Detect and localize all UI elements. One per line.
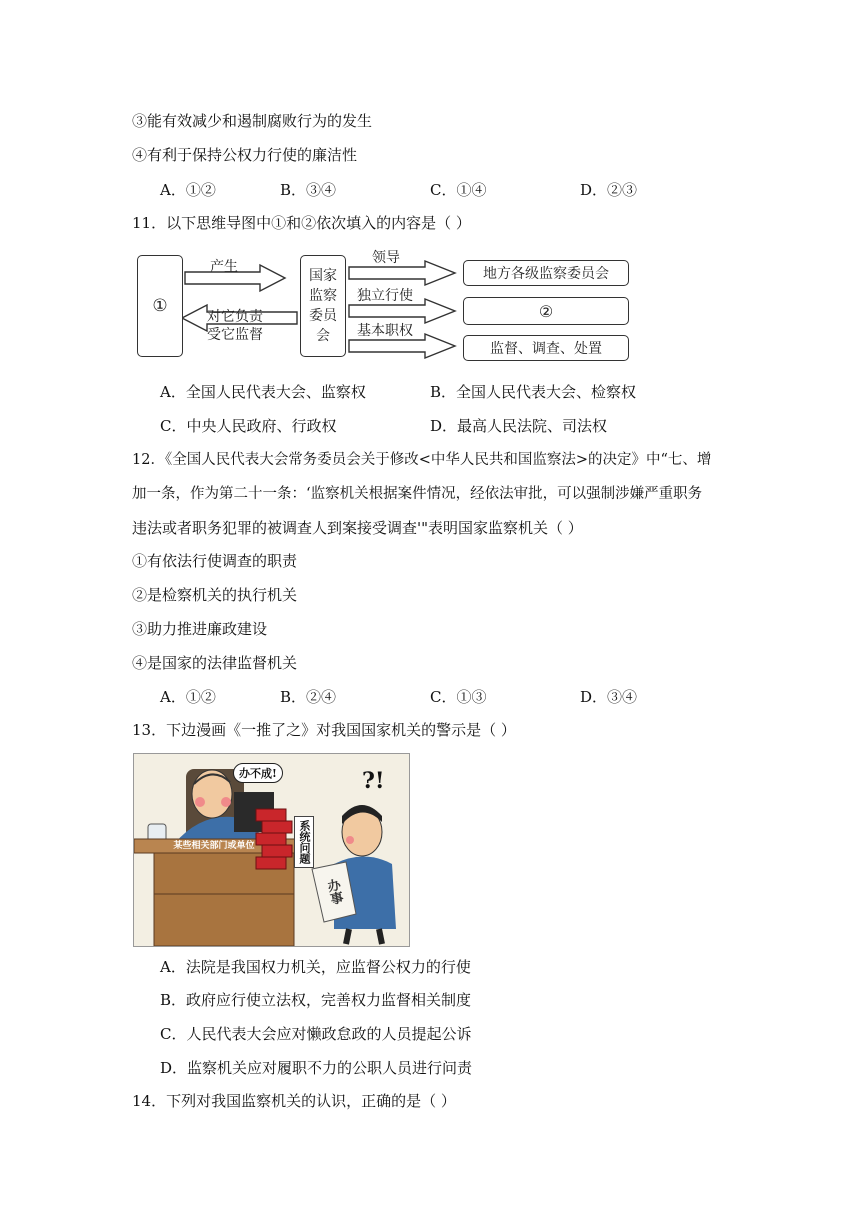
q11-option-a[interactable]: A．全国人民代表大会、监察权 xyxy=(160,383,366,401)
q12-option-d[interactable]: D．③④ xyxy=(580,688,638,706)
box-national-supervisory-commission xyxy=(300,255,346,357)
q13-option-a[interactable]: A．法院是我国权力机关，应监督公权力的行使 xyxy=(160,958,471,976)
wall-sign: 系统问题 xyxy=(294,816,314,868)
q12-item-3: ③助力推进廉政建设 xyxy=(132,620,268,638)
box-basic-powers: 监督、调查、处置 xyxy=(463,335,629,361)
center-line4: 会 xyxy=(316,328,330,344)
q13-stem: 13．下边漫画《一推了之》对我国国家机关的警示是（ ） xyxy=(132,721,516,739)
q10-option-d[interactable]: D．②③ xyxy=(580,181,638,199)
cartoon-image xyxy=(133,753,410,947)
q12-option-c[interactable]: C．①③ xyxy=(430,688,487,706)
q11-option-c[interactable]: C．中央人民政府、行政权 xyxy=(160,417,337,435)
label-independent: 独立行使 xyxy=(357,288,413,304)
q10-option-b[interactable]: B．③④ xyxy=(280,181,337,199)
q12-item-2: ②是检察机关的执行机关 xyxy=(132,586,298,604)
box-2-blank: ② xyxy=(463,297,629,325)
document-label: 办事 xyxy=(323,877,344,907)
statement-3: ③能有效减少和遏制腐败行为的发生 xyxy=(132,112,373,130)
center-line3: 委员 xyxy=(309,308,337,324)
q12-stem-line2: 加一条，作为第二十一条：‘监察机关根据案件情况，经依法审批，可以强制涉嫌严重职务 xyxy=(132,486,703,502)
q13-option-d[interactable]: D．监察机关应对履职不力的公职人员进行问责 xyxy=(160,1059,473,1077)
q13-option-b[interactable]: B．政府应行使立法权，完善权力监督相关制度 xyxy=(160,991,472,1009)
q11-option-b[interactable]: B．全国人民代表大会、检察权 xyxy=(430,383,637,401)
label-powers: 基本职权 xyxy=(357,323,413,339)
box-1-blank: ① xyxy=(137,255,183,357)
label-back-line2: 受它监督 xyxy=(207,327,263,343)
desk-sign: 某些相关部门或单位 xyxy=(173,841,255,851)
q11-option-d[interactable]: D．最高人民法院、司法权 xyxy=(430,417,608,435)
q11-stem: 11．以下思维导图中①和②依次填入的内容是（ ） xyxy=(132,214,471,232)
speech-bubble: 办不成! xyxy=(233,763,283,783)
label-produce: 产生 xyxy=(210,259,238,275)
q10-option-c[interactable]: C．①④ xyxy=(430,181,487,199)
arrow-lead xyxy=(349,261,455,285)
label-lead: 领导 xyxy=(372,250,400,266)
q12-item-1: ①有依法行使调查的职责 xyxy=(132,552,298,570)
label-back xyxy=(207,308,263,344)
box-local-commissions: 地方各级监察委员会 xyxy=(463,260,629,286)
q12-item-4: ④是国家的法律监督机关 xyxy=(132,654,298,672)
q12-option-a[interactable]: A．①② xyxy=(160,688,216,706)
q12-stem-line1: 12．《全国人民代表大会常务委员会关于修改<中华人民共和国监察法>的决定》中“七、增 xyxy=(132,452,712,468)
label-back-line1: 对它负责 xyxy=(207,309,263,325)
q12-option-b[interactable]: B．②④ xyxy=(280,688,337,706)
q10-option-a[interactable]: A．①② xyxy=(160,181,216,199)
mind-map-diagram xyxy=(135,252,635,360)
center-line2: 监察 xyxy=(309,288,337,304)
q12-stem-line3: 违法或者职务犯罪的被调查人到案接受调查'"表明国家监察机关（ ） xyxy=(132,519,583,537)
q13-option-c[interactable]: C．人民代表大会应对懒政怠政的人员提起公诉 xyxy=(160,1025,472,1043)
q14-stem: 14．下列对我国监察机关的认识，正确的是（ ） xyxy=(132,1092,456,1110)
statement-4: ④有利于保持公权力行使的廉洁性 xyxy=(132,146,358,164)
center-line1: 国家 xyxy=(309,268,337,284)
question-mark: ?! xyxy=(362,768,385,794)
